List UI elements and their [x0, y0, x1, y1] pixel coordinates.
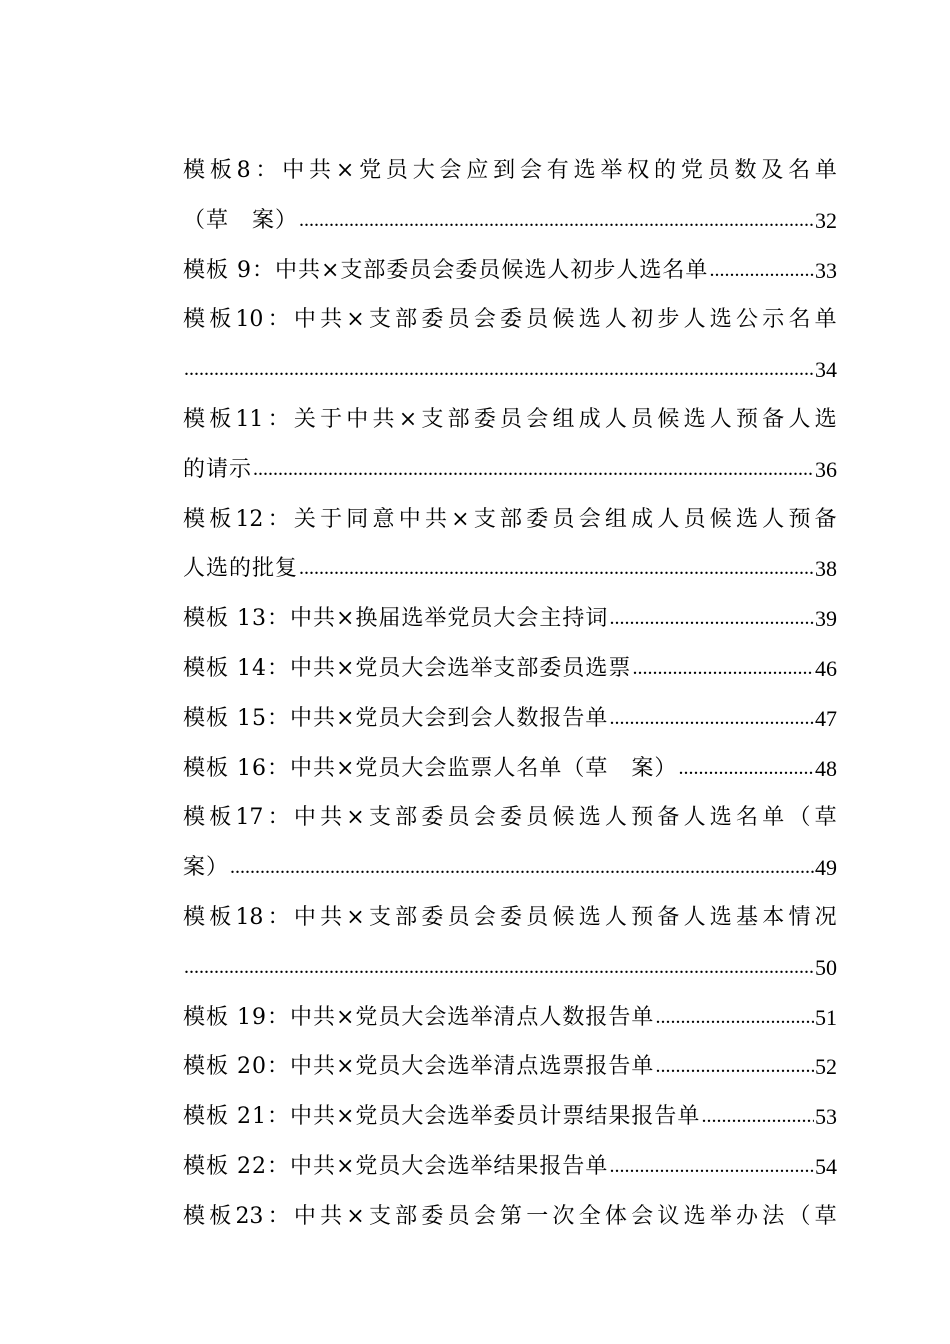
toc-title-glyph: 人	[683, 307, 706, 333]
toc-title-glyph: 况	[814, 904, 837, 930]
toc-page-number: 34	[815, 357, 837, 383]
toc-page-number: 47	[815, 705, 837, 731]
toc-title-glyph: 模	[183, 158, 206, 183]
toc-title-glyph: 体	[604, 1203, 627, 1229]
toc-entry[interactable]	[183, 495, 837, 595]
toc-entry[interactable]	[183, 146, 837, 246]
toc-title-glyph: 权	[627, 158, 650, 183]
toc-title-glyph: 模	[183, 1203, 206, 1229]
toc-title-glyph: 选	[578, 904, 601, 930]
toc-entry-line	[183, 644, 837, 694]
toc-title-glyph: ：	[255, 158, 278, 183]
toc-dot-leader	[253, 445, 814, 495]
toc-title-glyph: 单	[814, 307, 837, 333]
toc-dot-leader	[655, 993, 814, 1043]
toc-title-glyph: 单	[762, 805, 785, 831]
toc-entry-line	[183, 345, 837, 395]
toc-entry-title: 的请示	[183, 456, 253, 482]
toc-title-glyph: 本	[762, 904, 785, 930]
toc-title-glyph: 会	[526, 406, 549, 432]
toc-title-glyph: 步	[657, 307, 680, 333]
toc-title-glyph: 候	[552, 307, 575, 333]
toc-title-glyph: 模	[183, 506, 206, 532]
toc-title-glyph: 会	[473, 904, 496, 930]
toc-title-glyph: 人	[788, 406, 811, 432]
toc-title-glyph: 人	[604, 406, 627, 432]
toc-title-glyph: 共	[424, 506, 447, 532]
toc-dot-leader	[230, 843, 814, 893]
toc-dot-leader	[655, 1042, 814, 1092]
toc-title-glyph: 17	[235, 805, 264, 831]
toc-title-glyph: 板	[209, 406, 232, 432]
toc-entry-title: 模板 14：中共×党员大会选举支部委员选票	[183, 655, 632, 681]
toc-title-glyph: ：	[267, 1203, 290, 1229]
toc-title-glyph: ×	[346, 904, 365, 930]
toc-title-glyph: 草	[814, 805, 837, 831]
toc-title-glyph: 关	[293, 406, 316, 432]
toc-entry[interactable]	[183, 295, 837, 395]
toc-title-glyph: 委	[500, 805, 523, 831]
toc-title-glyph: 11	[235, 406, 264, 432]
toc-entry-title: 模板 21：中共×党员大会选举委员计票结果报告单	[183, 1104, 701, 1130]
toc-title-glyph: 委	[421, 1203, 444, 1229]
toc-entry-line	[183, 1142, 837, 1192]
toc-title-glyph: 及	[761, 158, 784, 183]
toc-title-glyph: 选	[736, 506, 759, 532]
toc-entry-line	[183, 744, 837, 794]
toc-entry-line	[183, 495, 837, 545]
toc-title-glyph: 次	[552, 1203, 575, 1229]
toc-entry[interactable]	[183, 1042, 837, 1092]
toc-title-glyph: 情	[788, 904, 811, 930]
toc-entry-title: 模板 22：中共×党员大会选举结果报告单	[183, 1153, 609, 1179]
toc-title-glyph: 员	[447, 307, 470, 333]
toc-title-glyph: ：	[267, 506, 290, 532]
toc-entry-title: 模板 13：中共×换届选举党员大会主持词	[183, 606, 609, 632]
toc-title-glyph: 成	[578, 406, 601, 432]
toc-page-number: 51	[815, 1004, 837, 1030]
toc-entry-title: 模板 20：中共×党员大会选举清点选票报告单	[183, 1054, 655, 1080]
toc-title-glyph: 同	[346, 506, 369, 532]
toc-title-glyph: 10	[235, 307, 264, 333]
toc-title-glyph: 成	[631, 506, 654, 532]
toc-title-glyph: 关	[293, 506, 316, 532]
toc-title-glyph: 办	[736, 1203, 759, 1229]
toc-title-glyph: 员	[707, 158, 730, 183]
toc-dot-leader	[609, 1142, 814, 1192]
toc-title-glyph: 模	[183, 406, 206, 432]
toc-page-number: 53	[815, 1104, 837, 1130]
toc-entry-title: 模板 19：中共×党员大会选举清点人数报告单	[183, 1004, 655, 1030]
toc-title-glyph: 部	[395, 1203, 418, 1229]
toc-title-glyph: 部	[395, 307, 418, 333]
toc-title-glyph: 人	[604, 904, 627, 930]
toc-title-glyph: 支	[368, 307, 391, 333]
toc-entry-line	[183, 893, 837, 943]
toc-entry-title: （草 案）	[183, 207, 299, 233]
toc-title-glyph: 候	[657, 406, 680, 432]
toc-title-glyph: ：	[267, 307, 290, 333]
toc-title-glyph: 人	[683, 904, 706, 930]
toc-dot-leader	[299, 196, 814, 246]
toc-entry-line	[183, 295, 837, 345]
toc-title-glyph: 中	[293, 904, 316, 930]
toc-entry[interactable]	[183, 694, 837, 744]
toc-title-glyph: 委	[500, 904, 523, 930]
toc-title-glyph: 板	[209, 805, 232, 831]
toc-entry[interactable]	[183, 1192, 837, 1242]
toc-dot-leader	[184, 345, 814, 395]
toc-title-glyph: 举	[600, 158, 623, 183]
toc-entry-line	[183, 1042, 837, 1092]
toc-title-glyph: 板	[209, 307, 232, 333]
toc-title-glyph: 员	[683, 506, 706, 532]
toc-title-glyph: 员	[447, 805, 470, 831]
toc-title-glyph: 组	[552, 406, 575, 432]
toc-page-number: 39	[815, 606, 837, 632]
toc-title-glyph: 中	[293, 1203, 316, 1229]
toc-dot-leader	[609, 594, 814, 644]
toc-entry-line	[183, 1192, 837, 1242]
toc-title-glyph: 于	[320, 506, 343, 532]
toc-title-glyph: 板	[209, 1203, 232, 1229]
toc-entry[interactable]	[183, 246, 837, 296]
toc-title-glyph: 到	[493, 158, 516, 183]
toc-entry-line	[183, 793, 837, 843]
toc-title-glyph: 预	[631, 904, 654, 930]
toc-title-glyph: 支	[421, 406, 444, 432]
toc-title-glyph: 模	[183, 805, 206, 831]
toc-title-glyph: 大	[412, 158, 435, 183]
toc-title-glyph: 选	[573, 158, 596, 183]
toc-entry-line	[183, 943, 837, 993]
toc-title-glyph: 选	[814, 406, 837, 432]
toc-title-glyph: ：	[267, 406, 290, 432]
toc-entry-title: 人选的批复	[183, 556, 299, 582]
toc-entry-line	[183, 196, 837, 246]
toc-dot-leader	[299, 544, 814, 594]
toc-title-glyph: 示	[762, 307, 785, 333]
toc-entry[interactable]	[183, 993, 837, 1043]
toc-title-glyph: 应	[466, 158, 489, 183]
toc-title-glyph: 候	[709, 506, 732, 532]
toc-title-glyph: 支	[368, 1203, 391, 1229]
toc-title-glyph: 全	[578, 1203, 601, 1229]
toc-title-glyph: 人	[762, 506, 785, 532]
toc-title-glyph: 板	[209, 158, 232, 183]
toc-title-glyph: 部	[447, 406, 470, 432]
toc-title-glyph: 共	[320, 307, 343, 333]
toc-title-glyph: 共	[309, 158, 332, 183]
toc-title-glyph: 备	[657, 904, 680, 930]
toc-title-glyph: 支	[368, 805, 391, 831]
toc-title-glyph: 员	[526, 805, 549, 831]
toc-title-glyph: 12	[235, 506, 264, 532]
toc-title-glyph: 备	[814, 506, 837, 532]
toc-title-glyph: 共	[372, 406, 395, 432]
toc-title-glyph: 会	[519, 158, 542, 183]
toc-page-number: 52	[815, 1054, 837, 1080]
toc-title-glyph: 委	[421, 307, 444, 333]
toc-page-number: 50	[815, 954, 837, 980]
toc-title-glyph: 委	[526, 506, 549, 532]
toc-title-glyph: 会	[473, 1203, 496, 1229]
toc-title-glyph: 人	[604, 307, 627, 333]
toc-entry-title: 案）	[183, 855, 230, 881]
toc-entry-line	[183, 843, 837, 893]
toc-title-glyph: 名	[788, 158, 811, 183]
toc-entry[interactable]	[183, 644, 837, 694]
toc-title-glyph: 意	[372, 506, 395, 532]
toc-title-glyph: 预	[788, 506, 811, 532]
toc-title-glyph: 共	[320, 904, 343, 930]
toc-entry-line	[183, 544, 837, 594]
toc-dot-leader	[609, 694, 814, 744]
toc-dot-leader	[678, 744, 814, 794]
toc-title-glyph: ×	[346, 1203, 365, 1229]
toc-page-number: 38	[815, 556, 837, 582]
toc-dot-leader	[701, 1092, 814, 1142]
toc-entry-line	[183, 594, 837, 644]
toc-title-glyph: 单	[814, 158, 837, 183]
toc-title-glyph: 会	[473, 307, 496, 333]
toc-title-glyph: 模	[183, 904, 206, 930]
toc-title-glyph: 委	[421, 904, 444, 930]
toc-title-glyph: 备	[762, 406, 785, 432]
toc-title-glyph: 备	[657, 805, 680, 831]
toc-title-glyph: 中	[282, 158, 305, 183]
toc-title-glyph: 板	[209, 506, 232, 532]
toc-title-glyph: ：	[267, 805, 290, 831]
toc-entry[interactable]	[183, 594, 837, 644]
toc-title-glyph: ×	[451, 506, 470, 532]
toc-title-glyph: 有	[546, 158, 569, 183]
toc-title-glyph: 支	[368, 904, 391, 930]
toc-title-glyph: （	[788, 805, 811, 831]
toc-title-glyph: 于	[320, 406, 343, 432]
toc-title-glyph: 草	[814, 1203, 837, 1229]
toc-title-glyph: 板	[209, 904, 232, 930]
toc-title-glyph: 初	[631, 307, 654, 333]
toc-title-glyph: 选	[709, 904, 732, 930]
toc-title-glyph: 选	[578, 307, 601, 333]
toc-title-glyph: 中	[293, 805, 316, 831]
toc-entry-line	[183, 1092, 837, 1142]
toc-title-glyph: 预	[736, 406, 759, 432]
toc-entry-line	[183, 395, 837, 445]
toc-title-glyph: 选	[709, 805, 732, 831]
toc-page-number: 33	[815, 257, 837, 283]
toc-title-glyph: 中	[398, 506, 421, 532]
toc-title-glyph: 部	[395, 904, 418, 930]
toc-title-glyph: ×	[398, 406, 418, 432]
toc-title-glyph: 会	[631, 1203, 654, 1229]
toc-entry-line	[183, 993, 837, 1043]
toc-entry[interactable]	[183, 1092, 837, 1142]
toc-title-glyph: ×	[346, 307, 365, 333]
toc-entry-title: 模板 16：中共×党员大会监票人名单（草 案）	[183, 755, 678, 781]
toc-title-glyph: 选	[709, 307, 732, 333]
toc-page-number: 48	[815, 755, 837, 781]
toc-title-glyph: 中	[346, 406, 369, 432]
toc-title-glyph: 模	[183, 307, 206, 333]
toc-entry[interactable]	[183, 744, 837, 794]
toc-title-glyph: 会	[473, 805, 496, 831]
toc-title-glyph: 的	[654, 158, 677, 183]
toc-title-glyph: 党	[359, 158, 382, 183]
toc-title-glyph: 员	[447, 1203, 470, 1229]
toc-title-glyph: 委	[473, 406, 496, 432]
toc-page-number: 49	[815, 855, 837, 881]
toc-title-glyph: 委	[421, 805, 444, 831]
toc-title-glyph: 员	[447, 904, 470, 930]
toc-title-glyph: 公	[736, 307, 759, 333]
toc-title-glyph: 共	[320, 805, 343, 831]
toc-dot-leader	[709, 246, 814, 296]
toc-entry[interactable]	[183, 793, 837, 893]
toc-title-glyph: 一	[526, 1203, 549, 1229]
toc-title-glyph: （	[788, 1203, 811, 1229]
toc-title-glyph: 人	[657, 506, 680, 532]
toc-title-glyph: 18	[235, 904, 264, 930]
toc-title-glyph: 中	[293, 307, 316, 333]
toc-entry-line	[183, 146, 837, 196]
toc-entry-line	[183, 246, 837, 296]
toc-title-glyph: 举	[709, 1203, 732, 1229]
toc-title-glyph: 选	[683, 406, 706, 432]
toc-title-glyph: 会	[578, 506, 601, 532]
toc-title-glyph: 委	[500, 307, 523, 333]
toc-title-glyph: 党	[680, 158, 703, 183]
toc-title-glyph: 组	[604, 506, 627, 532]
toc-title-glyph: 第	[500, 1203, 523, 1229]
toc-title-glyph: 名	[788, 307, 811, 333]
toc-entry[interactable]	[183, 893, 837, 993]
toc-dot-leader	[184, 943, 814, 993]
toc-title-glyph: 共	[320, 1203, 343, 1229]
toc-title-glyph: 员	[385, 158, 408, 183]
table-of-contents	[183, 146, 837, 1242]
toc-page-number: 36	[815, 456, 837, 482]
toc-title-glyph: 人	[604, 805, 627, 831]
toc-entry[interactable]	[183, 1142, 837, 1192]
toc-title-glyph: ：	[267, 904, 290, 930]
toc-title-glyph: 名	[736, 805, 759, 831]
toc-title-glyph: 员	[526, 904, 549, 930]
toc-entry-line	[183, 694, 837, 744]
toc-title-glyph: 部	[500, 506, 523, 532]
toc-title-glyph: 选	[578, 805, 601, 831]
toc-title-glyph: ×	[335, 158, 355, 183]
toc-title-glyph: 人	[683, 805, 706, 831]
toc-entry[interactable]	[183, 395, 837, 495]
toc-title-glyph: 候	[552, 904, 575, 930]
toc-entry-title: 模板 9：中共×支部委员会委员候选人初步人选名单	[183, 257, 709, 283]
toc-title-glyph: 员	[526, 307, 549, 333]
toc-title-glyph: 预	[631, 805, 654, 831]
toc-title-glyph: 部	[395, 805, 418, 831]
toc-title-glyph: 员	[500, 406, 523, 432]
toc-title-glyph: 23	[235, 1203, 264, 1229]
toc-title-glyph: 人	[709, 406, 732, 432]
toc-title-glyph: 基	[736, 904, 759, 930]
toc-title-glyph: 议	[657, 1203, 680, 1229]
toc-title-glyph: 员	[552, 506, 575, 532]
toc-dot-leader	[632, 644, 814, 694]
toc-title-glyph: 支	[473, 506, 496, 532]
toc-title-glyph: ×	[346, 805, 365, 831]
toc-title-glyph: 数	[734, 158, 757, 183]
toc-entry-line	[183, 445, 837, 495]
toc-title-glyph: 法	[762, 1203, 785, 1229]
toc-entry-title: 模板 15：中共×党员大会到会人数报告单	[183, 705, 609, 731]
toc-page-number: 32	[815, 207, 837, 233]
toc-title-glyph: 会	[439, 158, 462, 183]
toc-title-glyph: 8	[236, 158, 251, 183]
toc-page-number: 54	[815, 1153, 837, 1179]
toc-title-glyph: 选	[683, 1203, 706, 1229]
toc-title-glyph: 候	[552, 805, 575, 831]
toc-title-glyph: 员	[631, 406, 654, 432]
toc-page-number: 46	[815, 655, 837, 681]
